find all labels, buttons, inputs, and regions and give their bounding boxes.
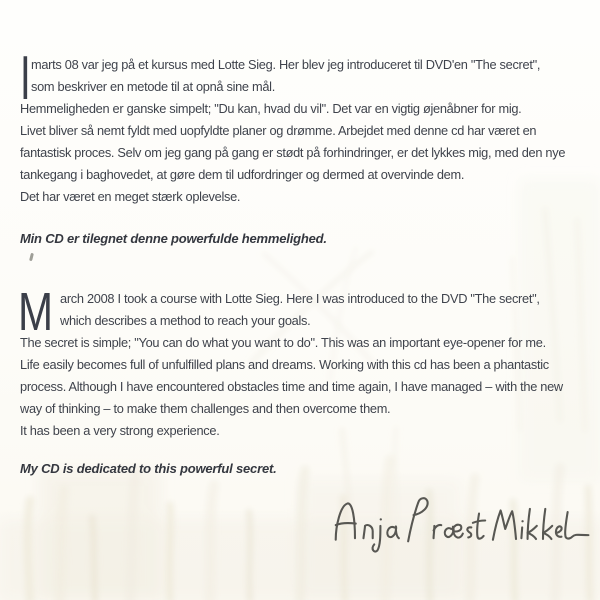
drop-cap-i: I [20,44,31,113]
danish-body [20,98,586,208]
text-line: Livet bliver så nemt fyldt med uopfyldte planer og drømme. Arbejdet med denne cd har været en [20,123,537,138]
text-line: Min CD er tilegnet denne powerfulde hemmelighed. [20,231,327,246]
text-line: fantastisk proces. Selv om jeg gang på gang er stødt på forhindringer, er det lykkes mig, med den nye [20,145,566,160]
text-line: The secret is simple; "You can do what you want to do". This was an important eye-opener for me. [20,335,546,350]
danish-intro [31,54,586,98]
text-line: It has been a very strong experience. [20,423,220,438]
english-intro [60,288,586,332]
text-line: which describes a method to reach your goals. [60,313,311,328]
text-line: arch 2008 I took a course with Lotte Sieg. Here I was introduced to the DVD "The secret", [60,291,540,306]
danish-section [20,44,586,208]
text-line: som beskriver en metode til at opnå sine mål. [31,79,275,94]
text-line: Det har været en meget stærk oplevelse. [20,189,241,204]
english-body [20,332,586,442]
ink-speck [29,253,34,261]
signature-handwriting [328,492,590,557]
drop-cap-m: M [18,282,54,342]
text-line: Life easily becomes full of unfulfilled plans and dreams. Working with this cd has been a phantastic [20,357,549,372]
danish-dedication [20,229,586,249]
text-line: Hemmeligheden er ganske simpelt; "Du kan, hvad du vil". Det var en vigtig øjenåbner for mig. [20,101,522,116]
english-section [18,282,586,442]
english-dedication [20,459,586,479]
text-line: marts 08 var jeg på et kursus med Lotte Sieg. Her blev jeg introduceret til DVD'en "The secret", [31,57,541,72]
text-line: process. Although I have encountered obstacles time and time again, I have managed – with the new [20,379,563,394]
signature [328,492,590,562]
text-line: way of thinking – to make them challenges and then overcome them. [20,401,391,416]
text-line: My CD is dedicated to this powerful secret. [20,461,277,476]
text-line: tankegang i baghovedet, at gøre dem til udfordringer og dermed at overvinde dem. [20,167,465,182]
